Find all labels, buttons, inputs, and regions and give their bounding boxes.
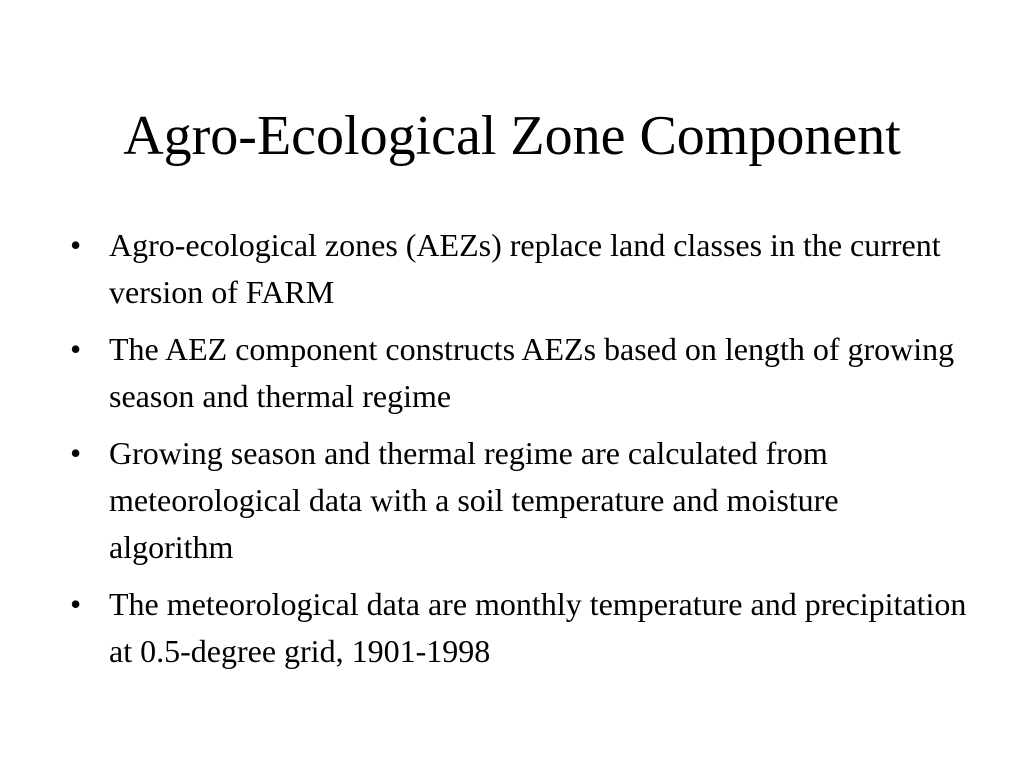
bullet-text: The AEZ component constructs AEZs based on length of growing season and thermal regime	[109, 331, 955, 414]
slide-title: Agro-Ecological Zone Component	[123, 105, 901, 167]
bullet-item	[70, 581, 970, 675]
bullet-item	[70, 222, 970, 316]
bullet-item	[70, 430, 970, 571]
bullet-marker-icon: •	[70, 331, 82, 367]
bullet-text: Growing season and thermal regime are calculated from meteorological data with a soil temperature and moisture algorithm	[109, 435, 839, 565]
bullet-marker-icon: •	[70, 586, 82, 622]
bullet-item	[70, 326, 970, 420]
bullet-marker-icon: •	[70, 227, 82, 263]
bullet-marker-icon: •	[70, 435, 82, 471]
bullet-text: The meteorological data are monthly temperature and precipitation at 0.5-degree grid, 1901-1998	[109, 586, 967, 669]
bullet-text: Agro-ecological zones (AEZs) replace land classes in the current version of FARM	[109, 227, 941, 310]
bullet-list	[70, 222, 970, 685]
